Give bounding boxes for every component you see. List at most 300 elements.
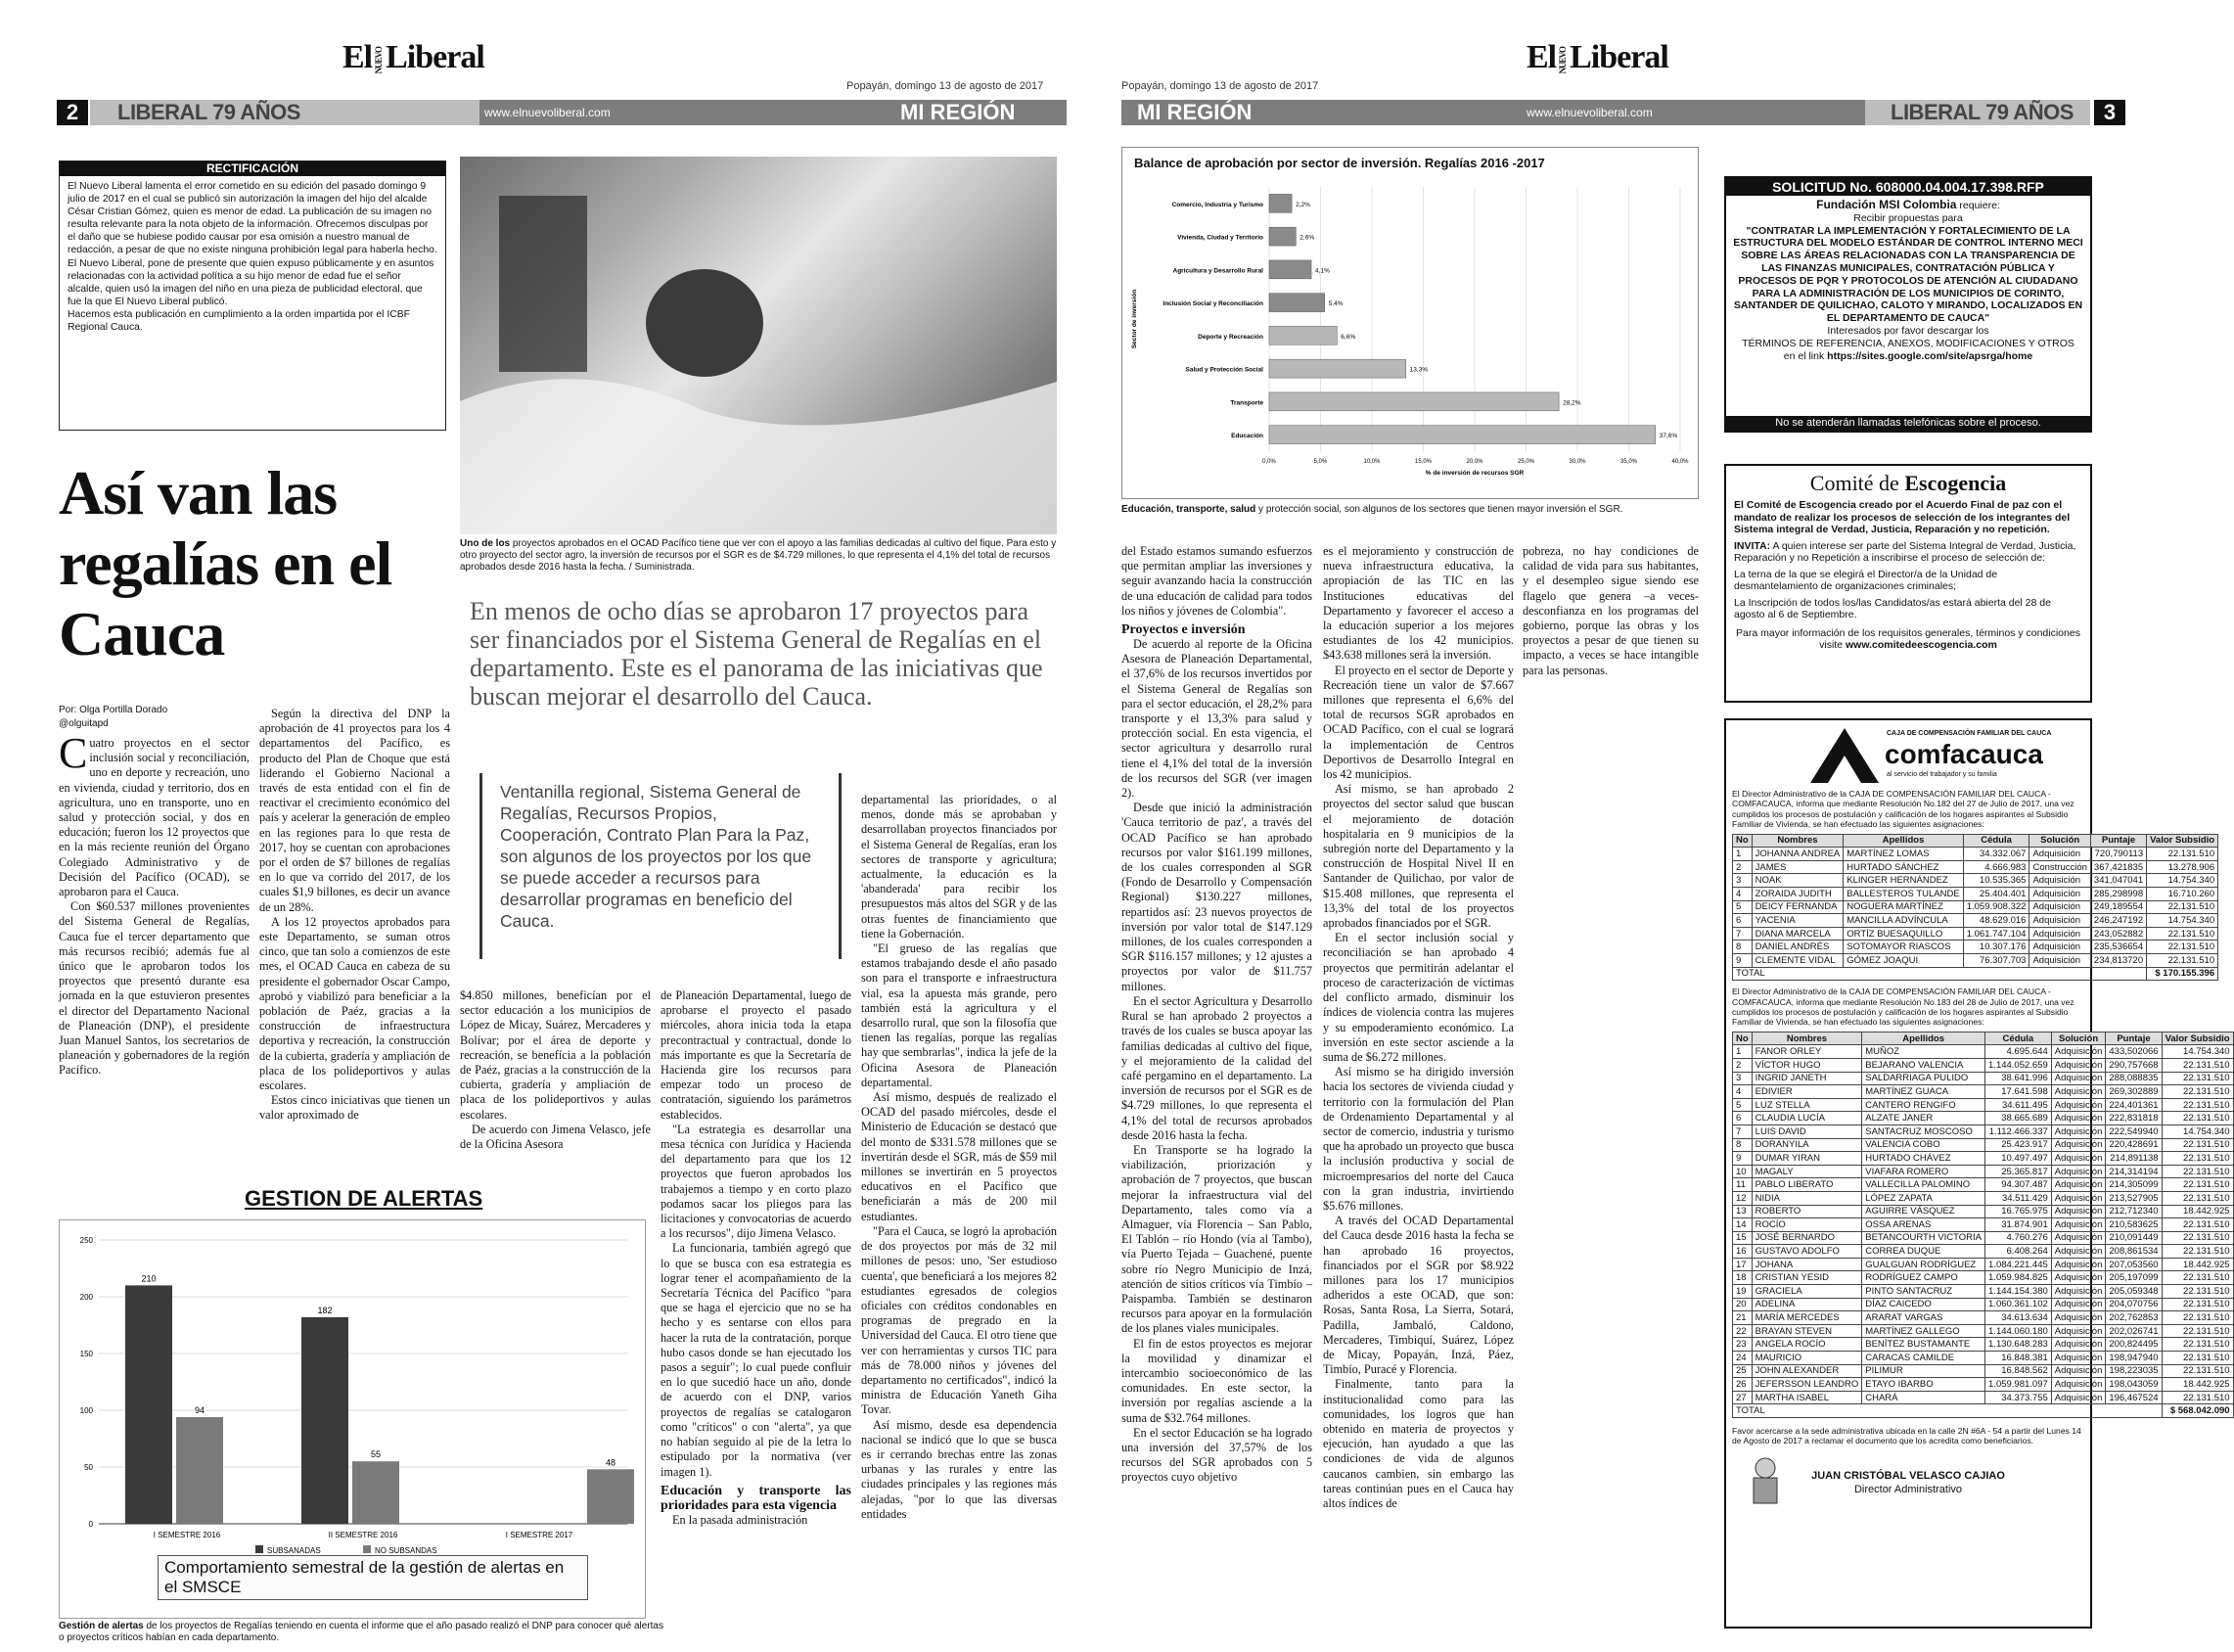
table-row: [1733, 1112, 2234, 1125]
drop-cap: C: [59, 729, 88, 777]
table-row: [1733, 1352, 2234, 1365]
total-label: TOTAL: [1733, 967, 2147, 981]
bar-value-label: 2,2%: [1296, 201, 1310, 208]
x-tick-label: 40,0%: [1671, 459, 1689, 465]
table-cell: 1.112.466.337: [1985, 1124, 2052, 1138]
table-cell: INGRID JANETH: [1752, 1072, 1862, 1085]
bar-value-label: 13,3%: [1409, 366, 1429, 374]
table-cell: 202,762853: [2106, 1311, 2162, 1325]
table-cell: 285,298998: [2090, 888, 2146, 901]
bar: [1269, 426, 1656, 444]
table-cell: 3: [1733, 874, 1753, 888]
table-cell: 38.641.996: [1985, 1072, 2052, 1085]
table-cell: CHARÁ: [1862, 1391, 1985, 1404]
table-cell: Adquisición: [2051, 1271, 2106, 1285]
table-cell: 10.307.176: [1963, 941, 2029, 954]
table-cell: 208,861534: [2106, 1245, 2162, 1259]
table-cell: 34.511.429: [1985, 1191, 2052, 1205]
table-header: Valor Subsidio: [2162, 1032, 2233, 1045]
article-column-5: departamental las prioridades, o al menos, donde más se aprobaban y desarrollaban proyectos financiados por el Sistema General de Regalías, eran los sectores de transporte y agricultura; actualmente, la educación es la 'abanderada' para recibir los presupuestos más altos del SGR y de las otras fuentes de financiamiento que tiene la Gobernación. "El grueso de las regalías que estamos trabajando desde el año pasado son para el transporte e infraestructura vial, esa la apuesta más grande, pero también está la agricultura y el desarrollo rural, que son la filosofía que tienen las regalías, porque las regalías hay que sembrarlas", indica la jefe de la Oficina Asesora de Planeación departamental. Así mismo, después de realizado el OCAD del pasado miércoles, desde el Ministerio de Educación se destacó que del monto de $331.578 millones que se invertirán desde el SGR, más de $59 mil millones se invertirán en 5 proyectos educativos en el Pacífico que beneficiarán a más de 200 mil estudiantes. "Para el Cauca, se logró la aprobación de dos proyectos por más de 32 mil millones de pesos: uno, 'Ser estudioso cuenta', que beneficiará a los mejores 82 estudiantes egresados de colegios oficiales con créditos condonables en programas de pregrado en la Universidad del Cauca. El otro tiene que ver con herramientas y cursos TIC para más de 78.000 niños y jóvenes del departamento no certificados", indicó la ministra de Educación Yaneth Giha Tovar. Así mismo, desde esa dependencia nacional se indicó que lo que se busca es ir cerrando brechas entre las zonas urbanas y las rurales y entre las ciudades principales y las regiones más alejadas, "por lo que las diversas entidades: [861, 793, 1057, 1521]
table-cell: Adquisición: [2029, 914, 2090, 928]
table-cell: 22.131.510: [2162, 1298, 2233, 1311]
table-cell: GÓMEZ JOAQUI: [1844, 953, 1963, 967]
table-cell: 6.408.264: [1985, 1245, 2052, 1259]
table-row: [1733, 1178, 2234, 1192]
table-cell: MAGALY: [1752, 1165, 1862, 1178]
table-cell: CLEMENTE VIDAL: [1752, 953, 1844, 967]
alerts-chart-svg: [60, 1220, 647, 1553]
table-row: [1733, 848, 2218, 861]
headline: Así van las regalías en el Cauca: [59, 458, 392, 668]
table-row: [1733, 1298, 2234, 1311]
table-cell: 16: [1733, 1245, 1753, 1259]
table-cell: Adquisición: [2029, 874, 2090, 888]
table-cell: 1.059.984.825: [1985, 1271, 2052, 1285]
table-cell: 22.131.510: [2162, 1391, 2233, 1404]
table-cell: 22.131.510: [2162, 1112, 2233, 1125]
table-cell: JEFERSSON LEANDRO: [1752, 1378, 1862, 1392]
table-cell: 16.765.975: [1985, 1205, 2052, 1218]
table-cell: 367,421835: [2090, 860, 2146, 874]
table-row: [1733, 1138, 2234, 1152]
table-cell: 4.666.983: [1963, 860, 2029, 874]
article-column-2: Según la directiva del DNP la aprobación de 41 proyectos para los 4 departamentos del Pacífico, es producto del Plan de Choque que está liderando el Gobierno Nacional a través de esta entidad con el fin de reactivar el crecimiento económico del país y acelerar la generación de empleo en las regiones para lo que resta de 2017, hoy se cuentan con aprobaciones por el orden de $7 billones de regalías en lo que va corrido del 2017, de los cuales $1,9 billones, es decir un avance de un 28%. A los 12 proyectos aprobados para este Departamento, se suman otros cinco, que tan solo a comienzos de este mes, el OCAD Cauca en cabeza de su presidente el gobernador Oscar Campo, aprobó y viabilizó para beneficiar a la población de Paéz, gracias a la construcción de infraestructura deportiva y recreación, la construcción de la cubierta, gradería y ampliación de placa de los polideportivos y aulas escolares. Estos cinco iniciativas que tienen un valor aproximado de: [259, 707, 450, 1123]
x-tick-label: 25,0%: [1517, 459, 1535, 465]
table-cell: 22.131.510: [2162, 1364, 2233, 1378]
issue-date: Popayán, domingo 13 de agosto de 2017: [846, 80, 1044, 92]
table-cell: Adquisición: [2051, 1205, 2106, 1218]
table-cell: 214,314194: [2106, 1165, 2162, 1178]
comfacauca-footer: Favor acercarse a la sede administrativa ubicada en la calle 2N #6A - 54 a partir del Lunes 14 de Agosto de 2017 a reclamar el documento que los acredita como beneficiarios.: [1732, 1426, 2081, 1446]
table-row: [1733, 1338, 2234, 1352]
table-cell: LÓPEZ ZAPATA: [1862, 1191, 1985, 1205]
subhead-projects: Proyectos e inversión: [1121, 622, 1246, 638]
article-column-b: es el mejoramiento y construcción de nueva infraestructura educativa, la apropiación de las TIC en las Instituciones educativas del Departamento y favorecer el acceso a la educación superior a los mejores estudiantes de los 42 municipios. $43.638 millones será la inversión. El proyecto en el sector de Deporte y Recreación tiene un valor de $7.667 millones que representa el 6,6% del total de recursos SGR aprobados en OCAD Pacífico, con el cual se logrará la implementación de Centros Deportivos de Desarrollo Integral en los 42 municipios. Así mismo, se han aprobado 2 proyectos del sector salud que buscan el mejoramiento de dotación hospitalaria en 9 municipios de la subregión norte del Departamento y la construcción de Hospital Nivel II en Santander de Quilichao, por valor de $15.408 millones, que representa el 13,3% del total de los proyectos aprobados financiados por el SGR. En el sector inclusión social y reconciliación se han aprobado 4 proyectos que permitirán adelantar el proceso de caracterización de víctimas del conflicto armado, disminuir los índices de violencia contra las mujeres y su empoderamiento económico. La inversión en este sector asciende a la suma de $6.272 millones. Así mismo se ha dirigido inversión hacia los sectores de vivienda ciudad y territorio con la formulación del Plan de Ordenamiento Departamental y al sector de comercio, industria y turismo que ha aprobado un proyecto que busca la inclusión productiva y social de microempresarios del norte del Cauca con la gran industria, invirtiendo $5.676 millones. A través del OCAD Departamental del Cauca desde 2016 hasta la fecha se han aprobado 16 proyectos, financiados por el SGR por $8.922 millones para los 17 municipios adheridos a este OCAD, que son: Rosas, Santa Rosa, La Sierra, Sotará, Padilla, Jambaló, Caldono, Mercaderes, Timbiquí, Suárez, López de Micay, Popayán, Inzá, Páez, Timbío, Puracé y Florencia. Finalmente, tanto para la institucionalidad como para las comunidades, los logros que han obtenido en materia de proyectos y ejecución, han ayudado a que las condiciones de vida de algunos caucanos cambien, sin embargo las tareas continúan pues en el Cauca hay altos índices de: [1323, 544, 1514, 1510]
table-cell: 214,891138: [2106, 1152, 2162, 1166]
rectification-box: [59, 161, 446, 431]
table-header: No: [1733, 834, 1753, 848]
pull-quote: Ventanilla regional, Sistema General de Regalías, Recursos Propios, Cooperación, Contrato Plan Para la Paz, son algunos de los proyectos por los que se puede acceder a recursos para desarrollar programas en beneficio del Cauca.: [479, 773, 842, 959]
table-cell: ALZATE JANER: [1862, 1112, 1985, 1125]
table-cell: ZORAIDA JUDITH: [1752, 888, 1844, 901]
page-number: 2: [57, 100, 88, 125]
table-cell: 7: [1733, 1124, 1753, 1138]
table-cell: VIAFARA ROMERO: [1862, 1165, 1985, 1178]
alerts-caption: Gestión de alertas de los proyectos de Regalías teniendo en cuenta el informe que el año pasado realizó el DNP para conocer qué alertas o proyectos críticos habían en cada departamento.: [59, 1621, 663, 1643]
table-row: [1733, 1205, 2234, 1218]
legend-label: SUBSANADAS: [267, 1546, 321, 1555]
comfacauca-ad: [1724, 718, 2230, 1629]
table-cell: BRAYAN STEVEN: [1752, 1324, 1862, 1338]
table-cell: 224,401361: [2106, 1098, 2162, 1112]
table-cell: 243,052882: [2090, 927, 2146, 941]
table-cell: Adquisición: [2051, 1165, 2106, 1178]
y-tick-label: 0: [88, 1520, 93, 1529]
table-cell: 6: [1733, 1112, 1753, 1125]
table-cell: 22.131.510: [2162, 1352, 2233, 1365]
table-cell: BALLESTEROS TULANDE: [1844, 888, 1963, 901]
msi-tender-ad: SOLICITUD No. 608000.04.004.17.398.RFP Fundación MSI Colombia requiere: Recibir propuestas para "CONTRATAR LA IMPLEMENTACIÓN Y FORTALECIMIENTO DE LA ESTRUCTURA DEL MODELO ESTÁNDAR DE CONTROL INTERNO MECI SOBRE LAS ÁREAS RELACIONADAS CON LA TRANSPARENCIA DE LAS FINANZAS MUNICIPALES, CONTRATACIÓN PÚBLICA Y PROCESOS DE PQR Y PROTOCOLOS DE ATENCIÓN AL CIUDADANO PARA LA ADMINISTRACIÓN DE LOS MUNICIPIOS DE CORINTO, SANTANDER DE QUILICHAO, CALOTO Y MIRANDO, LOCALIZADOS EN EL DEPARTAMENTO DE CAUCA" Interesados por favor descargar los TÉRMINOS DE REFERENCIA, ANEXOS, MODIFICACIONES Y OTROS en el link https://sites.google.com/site/apsrga/home No se atenderán llamadas telefónicas sobre el proceso.: [1724, 176, 2092, 433]
table-cell: 22.131.510: [2147, 900, 2218, 914]
table-cell: 22.131.510: [2162, 1138, 2233, 1152]
table-cell: MARTHA ISABEL: [1752, 1391, 1862, 1404]
table-cell: Adquisición: [2051, 1152, 2106, 1166]
y-tick-label: 100: [79, 1406, 93, 1415]
table-cell: 10.497.497: [1985, 1152, 2052, 1166]
table-cell: CARACAS CAMILDE: [1862, 1352, 1985, 1365]
table-cell: 214,305099: [2106, 1178, 2162, 1192]
issue-date: Popayán, domingo 13 de agosto de 2017: [1121, 80, 1319, 92]
x-tick-label: 5,0%: [1313, 459, 1328, 465]
x-tick-label: I SEMESTRE 2017: [505, 1531, 573, 1539]
table-cell: GUSTAVO ADOLFO: [1752, 1245, 1862, 1259]
table-cell: 22.131.510: [2162, 1072, 2233, 1085]
table-cell: GRACIELA: [1752, 1285, 1862, 1299]
table-cell: Adquisición: [2051, 1058, 2106, 1072]
table-cell: 4.760.276: [1985, 1231, 2052, 1245]
section-liberal-79: LIBERAL 79 AÑOS: [1891, 100, 2074, 124]
table-cell: 269,302889: [2106, 1085, 2162, 1099]
page-number: 3: [2094, 100, 2125, 125]
table-cell: LUIS DAVID: [1752, 1124, 1862, 1138]
table-cell: ROCÍO: [1752, 1218, 1862, 1232]
article-column-a: del Estado estamos sumando esfuerzos que permitan ampliar las inversiones y seguir avanzando hacia la construcción de una educación de calidad para todos los niños y jóvenes de Colombia". Proyectos e inversión De acuerdo al reporte de la Oficina Asesora de Planeación Departamental, el 37,6% de los recursos invertidos por el Sistema General de Regalías son para el sector educación, el 28,2% para transporte y el 13,3% para salud y protección social. En esta vigencia, el sector agricultura y desarrollo rural tiene el 4,1% del total de la inversión de los recursos del SGR (ver imagen 2). Desde que inició la administración 'Cauca territorio de paz', a través del OCAD Pacífico se han aprobado recursos por valor $161.199 millones, de los cuales corresponden al SGR (Fondo de Desarrollo y Compensación Regional) $130.227 millones, repartidos así: 23 nuevos proyectos de inversión por valor total de $147.129 millones, de los cuales corresponden a SGR $116.157 millones; y 12 ajustes a proyectos por valor de $11.757 millones. En el sector Agricultura y Desarrollo Rural se han aprobado 2 proyectos a través de los cuales se busca apoyar las familias dedicadas al cultivo del fique, y el mejoramiento de la calidad del café pergamino en el departamento. La inversión de recursos por el SGR es de $4.729 millones, lo que representa el 4,1% del total de recursos aprobados desde 2016 hasta la fecha. En Transporte se ha logrado la viabilización, priorización y aprobación de 7 proyectos, que buscan mejorar la infraestructura vial del Departamento, tales como vía a Almaguer, vía Florencia – San Pablo, El Tablón – río Hondo (vía al Tambo), vía Puerto Tejada – Guachené, puente sobre río Negro Municipio de Inzá, atención de sitios críticos vía Timbío – Paispamba. También se destinaron recursos para apoyar en la formulación de los planes viales municipales. El fin de estos proyectos es mejorar la movilidad y dinamizar el intercambio socioeconómico de las comunidades. En este sector, la inversión por regalías asciende a la suma de $32.764 millones. En el sector Educación se ha logrado una inversión del 37,57% de los recursos del SGR aprobados con 5 proyectos cuyo objetivo: [1121, 544, 1312, 1485]
table-cell: 288,088835: [2106, 1072, 2162, 1085]
table-row: [1733, 914, 2218, 928]
bar: [176, 1417, 223, 1524]
table-cell: 205,197099: [2106, 1271, 2162, 1285]
table-cell: HURTADO SÁNCHEZ: [1844, 860, 1963, 874]
table-cell: 290,757668: [2106, 1058, 2162, 1072]
table-cell: 14.754.340: [2147, 914, 2218, 928]
table-cell: Adquisición: [2051, 1324, 2106, 1338]
table-cell: 17: [1733, 1258, 1753, 1271]
table-cell: 76.307.703: [1963, 953, 2029, 967]
x-tick-label: 20,0%: [1466, 459, 1483, 465]
bar-value-label: 210: [141, 1273, 157, 1284]
table-cell: Adquisición: [2051, 1178, 2106, 1192]
table-cell: Adquisición: [2029, 848, 2090, 861]
x-tick-label: 0,0%: [1262, 459, 1276, 465]
category-label: Transporte: [1230, 399, 1263, 407]
masthead-logo: El NUEVOLiberal: [342, 39, 484, 75]
table-cell: 14: [1733, 1218, 1753, 1232]
table-row: [1733, 1311, 2234, 1325]
table-cell: 198,223035: [2106, 1364, 2162, 1378]
table-cell: CANTERO RENGIFO: [1862, 1098, 1985, 1112]
bar: [1269, 359, 1406, 378]
table-cell: 22.131.510: [2162, 1165, 2233, 1178]
right-page: [1086, 0, 2230, 1652]
bar: [1269, 194, 1292, 212]
table-cell: 7: [1733, 927, 1753, 941]
category-label: Comercio, Industria y Turismo: [1171, 201, 1263, 208]
byline: Por: Olga Portilla Dorado: [59, 705, 168, 715]
table-cell: 22.131.510: [2162, 1285, 2233, 1299]
section-title: MI REGIÓN: [1137, 100, 1253, 124]
masthead-logo: El NUEVOLiberal: [1527, 39, 1668, 75]
table-cell: 2: [1733, 860, 1753, 874]
table-cell: Adquisición: [2051, 1045, 2106, 1059]
table-row: [1733, 1152, 2234, 1166]
table-cell: DORANYILA: [1752, 1138, 1862, 1152]
table-cell: MUÑOZ: [1862, 1045, 1985, 1059]
table-cell: ROBERTO: [1752, 1205, 1862, 1218]
table-cell: 22.131.510: [2162, 1098, 2233, 1112]
table-header: Puntaje: [2090, 834, 2146, 848]
table-cell: 204,070756: [2106, 1298, 2162, 1311]
table-cell: YACENIA: [1752, 914, 1844, 928]
table-cell: 16.710.260: [2147, 888, 2218, 901]
table-cell: DUMAR YIRAN: [1752, 1152, 1862, 1166]
table-cell: JAMES: [1752, 860, 1844, 874]
table-cell: GUALGUAN RODRÍGUEZ: [1862, 1258, 1985, 1271]
table-cell: RODRÍGUEZ CAMPO: [1862, 1271, 1985, 1285]
bar: [587, 1469, 634, 1524]
table-row: [1733, 1098, 2234, 1112]
table-row: [1733, 1045, 2234, 1059]
table-header: Puntaje: [2106, 1032, 2162, 1045]
table-cell: 19: [1733, 1285, 1753, 1299]
table-cell: 22.131.510: [2162, 1085, 2233, 1099]
table-cell: 8: [1733, 1138, 1753, 1152]
table-row: [1733, 927, 2218, 941]
msi-ad-title: SOLICITUD No. 608000.04.004.17.398.RFP: [1726, 178, 2090, 196]
site-url: www.elnuevoliberal.com: [484, 106, 611, 119]
table-cell: CORREA DUQUE: [1862, 1245, 1985, 1259]
category-label: Vivienda, Ciudad y Territorio: [1177, 234, 1263, 242]
table-cell: 4: [1733, 1085, 1753, 1099]
table-cell: DEICY FERNANDA: [1752, 900, 1844, 914]
rectification-body: El Nuevo Liberal lamenta el error cometido en su edición del pasado domingo 9 julio de 2017 en el cual se publicó sin autorización la imagen del hijo del alcalde César Cristian Gómez, quien es menor de edad. La publicación de su imagen no resulta relevante para la nota objeto de la información. Ofrecemos disculpas por el daño que se hubiese podido causar por esa omisión a nuestro manual de redacción, a pesar de que no existe ninguna prohibición legal para haberla hecho. El Nuevo Liberal, pone de presente que quien expuso públicamente y en asuntos relacionadas con la actividad política a su hijo menor de edad fue el señor alcalde, quien usó la imagen del niño en una pieza de publicidad electoral, que fue la que El Nuevo Liberal publicó. Hacemos esta publicación en cumplimiento a la orden impartida por el ICBF Regional Cauca.: [68, 181, 437, 334]
table-cell: JOHANA: [1752, 1258, 1862, 1271]
table-row: [1733, 1124, 2234, 1138]
article-column-1: Cuatro proyectos en el sector inclusión social y reconciliación, uno en deporte y recreación, uno en vivienda, ciudad y territorio, dos en agricultura, uno en transporte, uno en salud y protección social, y dos en educación; fueron los 12 proyectos que en la más reciente reunión del Órgano Colegiado Administrativo y de Decisión del Pacífico (OCAD), se aprobaron para el Cauca. Con $60.537 millones provenientes del Sistema General de Regalías, Cauca fue el tercer departamento que más recursos recibió; además fue al único que le aprobaron todos los proyectos que presentó durante esa jornada en la que estuvieron presentes el director del Departamento Nacional de Planeación (DNP), el presidente Juan Manuel Santos, los secretarios de planeación y gobernadores de la región Pacífico.: [59, 729, 250, 1078]
table-cell: 14.754.340: [2162, 1124, 2233, 1138]
bar: [125, 1285, 172, 1524]
comfacauca-header: CAJA DE COMPENSACIÓN FAMILIAR DEL CAUCA comfacauca al servicio del trabajador y su familia: [1732, 726, 2084, 787]
table-cell: 1.084.221.445: [1985, 1258, 2052, 1271]
alerts-chart-title: GESTION DE ALERTAS: [245, 1186, 483, 1211]
table-cell: 235,536654: [2090, 941, 2146, 954]
comfacauca-intro-1: El Director Administrativo de la CAJA DE COMPENSACIÓN FAMILIAR DEL CAUCA - COMFACAUCA, informa que mediante Resolución No.182 del 27 de Julio de 2017, una vez cumplidos los procesos de postulación y calificación de los hogares aspirantes al Subsidio Familiar de Vivienda, se han efectuado las siguientes asignaciones:: [1732, 789, 2074, 830]
table-header: Solución: [2051, 1032, 2106, 1045]
table-header: Cédula: [1985, 1032, 2052, 1045]
table-cell: 34.611.495: [1985, 1098, 2052, 1112]
bar-value-label: 94: [194, 1404, 205, 1415]
table-cell: 202,026741: [2106, 1324, 2162, 1338]
table-cell: Adquisición: [2051, 1098, 2106, 1112]
table-cell: 6: [1733, 914, 1753, 928]
table-cell: 198,043059: [2106, 1378, 2162, 1392]
left-page: [0, 0, 1067, 1652]
table-cell: SALDARRIAGA PULIDO: [1862, 1072, 1985, 1085]
table-header: Apellidos: [1862, 1032, 1985, 1045]
table-cell: 34.373.755: [1985, 1391, 2052, 1404]
bar-value-label: 182: [317, 1305, 333, 1315]
signer-role: Director Administrativo: [1853, 1483, 1963, 1495]
comite-ad-title: Comité de Escogencia: [1809, 471, 2007, 495]
table-cell: 22.131.510: [2162, 1178, 2233, 1192]
photo-caption: Uno de los proyectos aprobados en el OCAD Pacífico tiene que ver con el apoyo a las familias dedicadas al cultivo del fique. Para esto y otro proyecto del sector agro, la inversión de recursos por el SGR es de $4.729 millones, lo que representa el 4,1% del total de recursos aprobados desde 2016 hasta la fecha. / Suministrada.: [460, 538, 1057, 573]
table-cell: HURTADO CHÁVEZ: [1862, 1152, 1985, 1166]
table-cell: 213,527905: [2106, 1191, 2162, 1205]
site-url: www.elnuevoliberal.com: [1527, 106, 1653, 119]
table-cell: 433,502066: [2106, 1045, 2162, 1059]
table-cell: 16.848.562: [1985, 1364, 2052, 1378]
table-cell: DANIEL ANDRÉS: [1752, 941, 1844, 954]
y-tick-label: 250: [79, 1236, 93, 1245]
table-cell: Adquisición: [2051, 1218, 2106, 1232]
table-cell: Adquisición: [2051, 1191, 2106, 1205]
table-cell: 10: [1733, 1165, 1753, 1178]
table-cell: 22.131.510: [2162, 1324, 2233, 1338]
bar: [301, 1317, 348, 1524]
article-column-c: pobreza, no hay condiciones de calidad de vida para sus habitantes, y el desempleo sigue siendo ese flagelo que genera –a veces- desconfianza en los programas del gobierno, porque las obras y los proyectos a pesar de que tienen su impacto, a veces se hace intangible para las personas.: [1523, 544, 1699, 677]
alerts-chart: [59, 1219, 646, 1619]
subsidy-table-2: [1732, 1032, 2234, 1418]
table-row: [1733, 1191, 2234, 1205]
table-header: Apellidos: [1844, 834, 1963, 848]
table-row: [1733, 874, 2218, 888]
x-tick-label: 10,0%: [1363, 459, 1381, 465]
comfacauca-brand: comfacauca: [1885, 739, 2043, 769]
table-cell: 18.442.925: [2162, 1378, 2233, 1392]
table-cell: NIDIA: [1752, 1191, 1862, 1205]
table-cell: CLAUDIA LUCÍA: [1752, 1112, 1862, 1125]
table-cell: 234,813720: [2090, 953, 2146, 967]
table-cell: 22.131.510: [2147, 953, 2218, 967]
table-cell: PINTO SANTACRUZ: [1862, 1285, 1985, 1299]
table-header: Valor Subsidio: [2147, 834, 2218, 848]
msi-ad-footer: No se atenderán llamadas telefónicas sobre el proceso.: [1726, 416, 2090, 431]
total-value: $ 568.042.090: [2162, 1404, 2233, 1418]
table-cell: CRISTIAN YESID: [1752, 1271, 1862, 1285]
table-cell: DIANA MARCELA: [1752, 927, 1844, 941]
table-cell: 212,712340: [2106, 1205, 2162, 1218]
table-cell: 200,824495: [2106, 1338, 2162, 1352]
table-cell: JOSÉ BERNARDO: [1752, 1231, 1862, 1245]
table-row: [1733, 941, 2218, 954]
sector-chart-title: Balance de aprobación por sector de inversión. Regalías 2016 -2017: [1134, 156, 1545, 170]
alerts-chart-subtitle: Comportamiento semestral de la gestión de alertas en el SMSCE: [158, 1555, 588, 1600]
table-cell: 1: [1733, 848, 1753, 861]
table-cell: 18.442.925: [2162, 1205, 2233, 1218]
table-cell: 22.131.510: [2162, 1271, 2233, 1285]
table-cell: ORTÍZ BUESAQUILLO: [1844, 927, 1963, 941]
bar-value-label: 4,1%: [1315, 267, 1330, 275]
table-header: Nombres: [1752, 1032, 1862, 1045]
table-cell: 1.060.361.102: [1985, 1298, 2052, 1311]
table-cell: 249,189554: [2090, 900, 2146, 914]
bar-value-label: 6,6%: [1341, 333, 1356, 341]
signer-name: JUAN CRISTÓBAL VELASCO CAJIAO: [1811, 1469, 2005, 1482]
table-cell: Adquisición: [2029, 888, 2090, 901]
msi-ad-link[interactable]: https://sites.google.com/site/apsrga/home: [1827, 349, 2033, 362]
table-cell: 25.423.917: [1985, 1138, 2052, 1152]
table-cell: 22.131.510: [2162, 1058, 2233, 1072]
table-cell: 720,790113: [2090, 848, 2146, 861]
category-label: Educación: [1231, 433, 1263, 440]
table-cell: PILIMUR: [1862, 1364, 1985, 1378]
y-tick-label: 200: [79, 1293, 93, 1302]
table-cell: FANOR ORLEY: [1752, 1045, 1862, 1059]
table-row: [1733, 1364, 2234, 1378]
subhead-priorities: Educación y transporte las prioridades para esta vigencia: [661, 1483, 851, 1513]
y-tick-label: 50: [84, 1463, 93, 1472]
table-cell: Adquisición: [2051, 1138, 2106, 1152]
table-row: [1733, 1165, 2234, 1178]
table-row: [1733, 1231, 2234, 1245]
table-cell: 207,053560: [2106, 1258, 2162, 1271]
x-tick-label: II SEMESTRE 2016: [328, 1531, 398, 1539]
table-cell: 1.144.052.659: [1985, 1058, 2052, 1072]
table-cell: 9: [1733, 953, 1753, 967]
table-cell: 22.131.510: [2162, 1245, 2233, 1259]
bar: [1269, 326, 1337, 344]
bar: [1269, 227, 1296, 246]
table-row: [1733, 1391, 2234, 1404]
table-cell: 27: [1733, 1391, 1753, 1404]
bar-value-label: 37,6%: [1659, 433, 1678, 440]
table-cell: 22: [1733, 1324, 1753, 1338]
table-cell: VALLECILLA PALOMINO: [1862, 1178, 1985, 1192]
table-cell: ADELINA: [1752, 1298, 1862, 1311]
table-row: [1733, 1218, 2234, 1232]
table-cell: Adquisición: [2051, 1311, 2106, 1325]
table-cell: MARTÍNEZ GALLEGO: [1862, 1324, 1985, 1338]
table-row: [1733, 1058, 2234, 1072]
legend-swatch: [363, 1545, 371, 1553]
table-cell: JOHN ALEXANDER: [1752, 1364, 1862, 1378]
table-row: [1733, 1245, 2234, 1259]
table-cell: VÍCTOR HUGO: [1752, 1058, 1862, 1072]
table-cell: Adquisición: [2029, 927, 2090, 941]
comite-ad-link[interactable]: www.comitedeescogencia.com: [1846, 639, 1997, 651]
bar-value-label: 48: [605, 1457, 616, 1468]
table-cell: 5: [1733, 1098, 1753, 1112]
table-cell: PABLO LIBERATO: [1752, 1178, 1862, 1192]
table-cell: 18.442.925: [2162, 1258, 2233, 1271]
table-cell: JOHANNA ANDREA: [1752, 848, 1844, 861]
table-cell: 16.848.381: [1985, 1352, 2052, 1365]
x-tick-label: I SEMESTRE 2016: [153, 1531, 221, 1539]
table-cell: 210,583625: [2106, 1218, 2162, 1232]
table-cell: 22.131.510: [2162, 1152, 2233, 1166]
table-cell: DÍAZ CAICEDO: [1862, 1298, 1985, 1311]
legend-swatch: [255, 1545, 263, 1553]
table-cell: Adquisición: [2051, 1072, 2106, 1085]
table-cell: VALENCIA COBO: [1862, 1138, 1985, 1152]
table-cell: 1: [1733, 1045, 1753, 1059]
section-title: MI REGIÓN: [900, 100, 1016, 124]
table-cell: 24: [1733, 1352, 1753, 1365]
table-cell: 38.665.689: [1985, 1112, 2052, 1125]
table-cell: 22.131.510: [2162, 1191, 2233, 1205]
x-tick-label: 35,0%: [1619, 459, 1638, 465]
table-cell: 341,047041: [2090, 874, 2146, 888]
table-cell: 196,467524: [2106, 1391, 2162, 1404]
table-cell: 14.754.340: [2162, 1045, 2233, 1059]
table-cell: Adquisición: [2051, 1391, 2106, 1404]
table-cell: 14.754.340: [2147, 874, 2218, 888]
table-cell: ARARAT VARGAS: [1862, 1311, 1985, 1325]
table-cell: ANGELA ROCÍO: [1752, 1338, 1862, 1352]
table-cell: 48.629.016: [1963, 914, 2029, 928]
table-cell: 205,059348: [2106, 1285, 2162, 1299]
table-cell: LUZ STELLA: [1752, 1098, 1862, 1112]
x-axis-label: % de inversión de recursos SGR: [1425, 470, 1525, 477]
